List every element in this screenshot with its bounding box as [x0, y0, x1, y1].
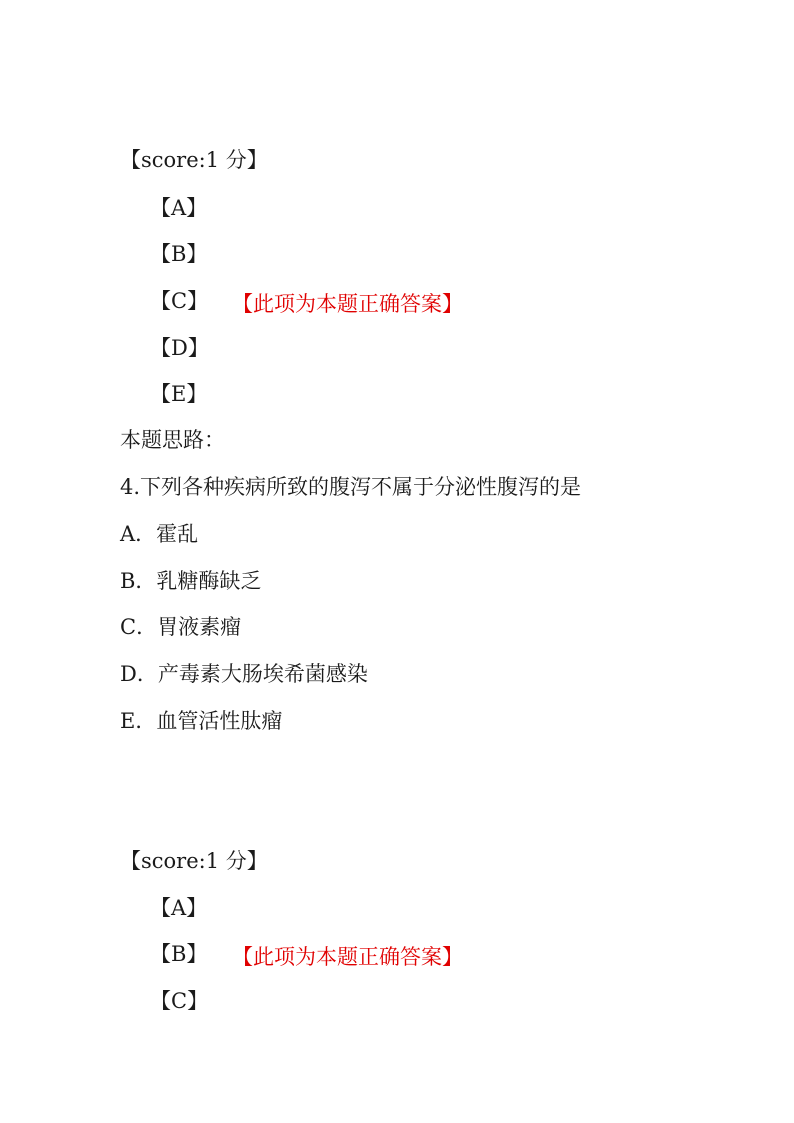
- option-e: 【E】: [150, 382, 208, 406]
- option-c: 【C】: [150, 989, 209, 1013]
- thinking-label: 本题思路：: [120, 428, 225, 452]
- choice-c: C．胃液素瘤: [120, 615, 242, 639]
- option-d: 【D】: [150, 336, 209, 360]
- score-label: 【score:1 分】: [120, 148, 268, 172]
- correct-answer-marker: 【此项为本题正确答案】: [232, 292, 463, 316]
- choice-e: E．血管活性肽瘤: [120, 709, 283, 733]
- question-stem: 4.下列各种疾病所致的腹泻不属于分泌性腹泻的是: [120, 475, 582, 499]
- option-b: 【B】: [150, 242, 208, 266]
- option-c: 【C】: [150, 289, 209, 313]
- choice-a: A．霍乱: [120, 522, 199, 546]
- correct-answer-marker: 【此项为本题正确答案】: [232, 945, 463, 969]
- choice-d: D．产毒素大肠埃希菌感染: [120, 662, 368, 686]
- option-a: 【A】: [150, 196, 208, 220]
- choice-b: B．乳糖酶缺乏: [120, 569, 262, 593]
- score-label: 【score:1 分】: [120, 849, 268, 873]
- option-b: 【B】: [150, 942, 208, 966]
- option-a: 【A】: [150, 896, 208, 920]
